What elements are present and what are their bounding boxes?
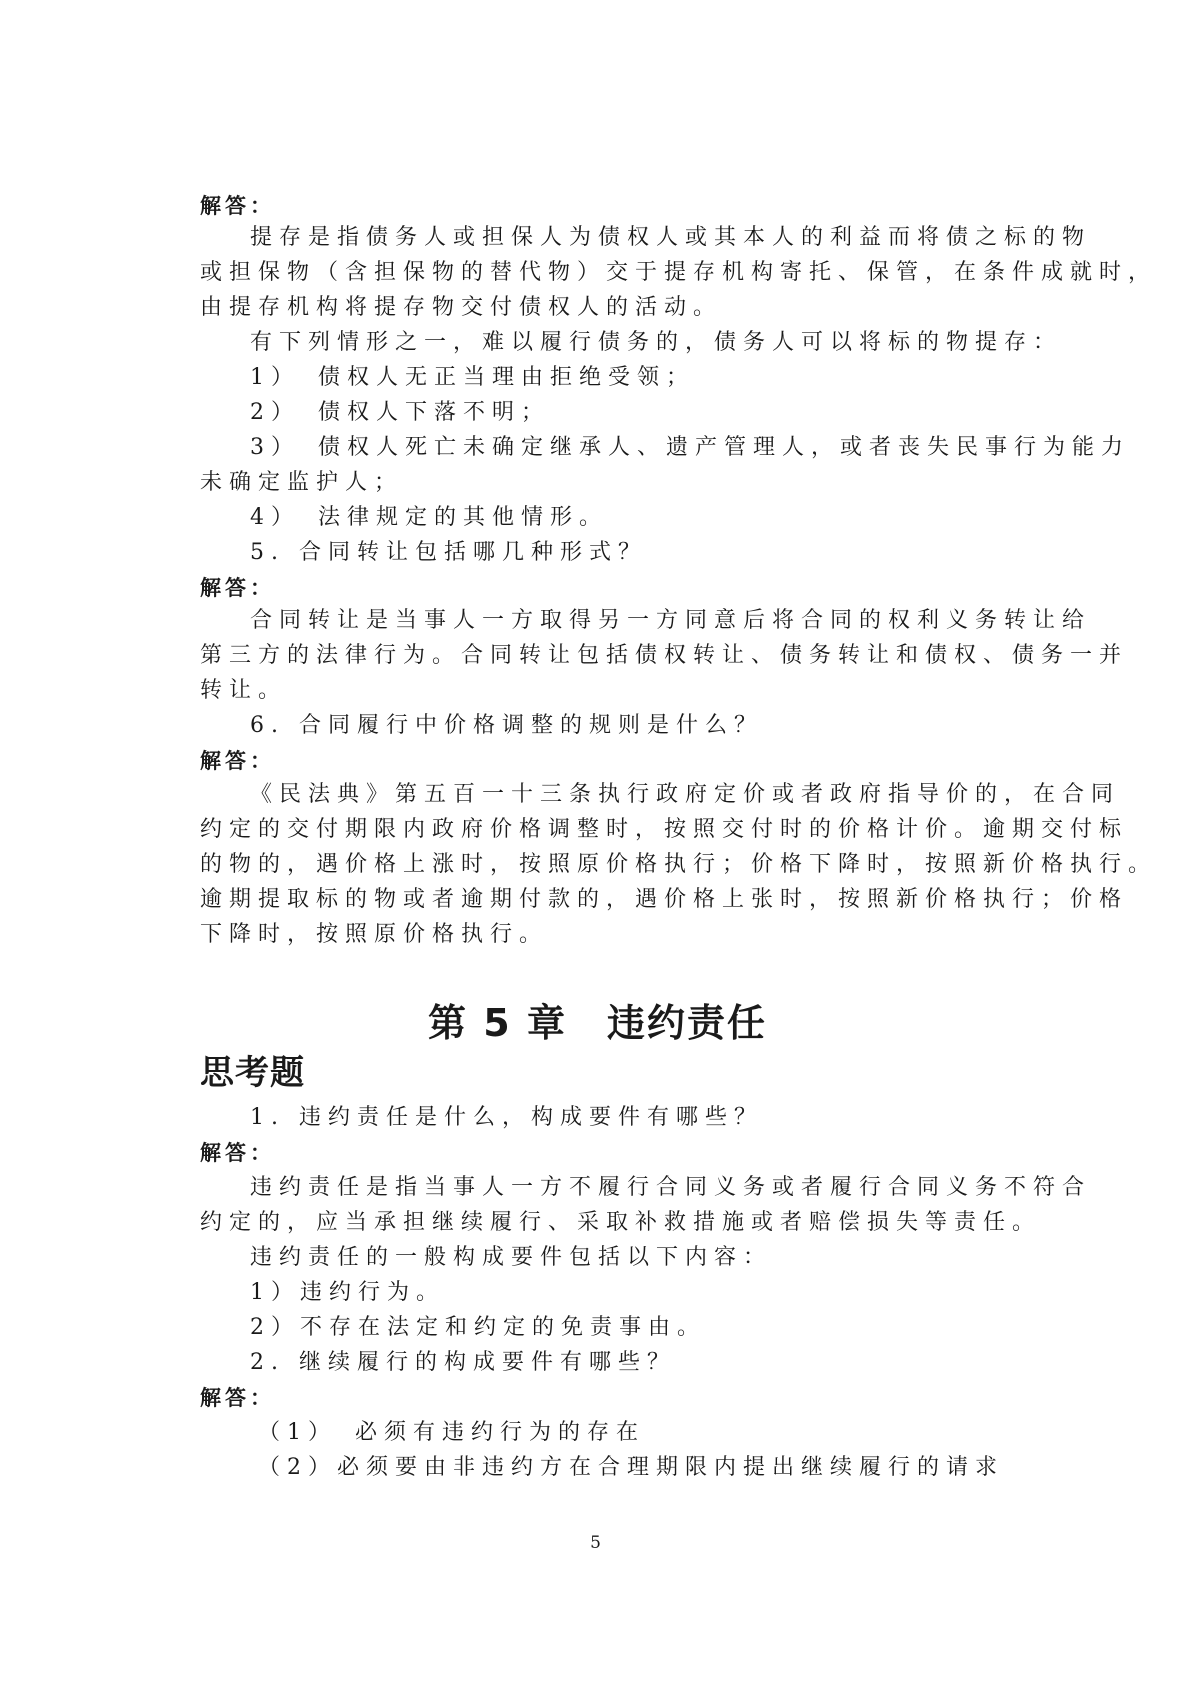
list-item: （1） 必须有违约行为的存在	[258, 1420, 645, 1445]
answer-label: 解答：	[200, 576, 275, 600]
page-number: 5	[590, 1533, 601, 1553]
document-page: 解答： 提存是指债务人或担保人为债权人或其本人的利益而将债之标的物 或担保物（含担保物的替代物）交于提存机构寄托、保管，在条件成就时， 由提存机构将提存物交付债权人的活动。 有下列情形之一，难以履行债务的，债务人可以将标的物提存： 1） 债权人无正当理由拒绝受领； 2） 债权人下落不明； 3） 债权人死亡未确定继承人、遗产管理人，或者丧失民事行为能力 未确定监护人； 4） 法律规定的其他情形。 5. 合同转让包括哪几种形式？ 解答： 合同转让是当事人一方取得另一方同意后将合同的权利义务转让给 第三方的法律行为。合同转让包括债权转让、债务转让和债权、债务一并 转让。 6. 合同履行中价格调整的规则是什么？ 解答： 《民法典》第五百一十三条执行政府定价或者政府指导价的，在合同 约定的交付期限内政府价格调整时，按照交付时的价格计价。逾期交付标 的物的，遇价格上涨时，按照原价格执行；价格下降时，按照新价格执行。 逾期提取标的物或者逾期付款的，遇价格上张时，按照新价格执行；价格 下降时，按照原价格执行。 第 5 章 违约责任 思考题 1. 违约责任是什么，构成要件有哪些？ 解答： 违约责任是指当事人一方不履行合同义务或者履行合同义务不符合 约定的，应当承担继续履行、采取补救措施或者赔偿损失等责任。 违约责任的一般构成要件包括以下内容： 1）违约行为。 2）不存在法定和约定的免责事由。 2. 继续履行的构成要件有哪些？ 解答： （1） 必须有违约行为的存在 （2）必须要由非违约方在合理期限内提出继续履行的请求 5	[0, 0, 1191, 1684]
paragraph-breach-elements: 违约责任的一般构成要件包括以下内容：	[250, 1245, 773, 1270]
list-item: 1）违约行为。	[250, 1280, 445, 1305]
answer-label: 解答：	[200, 1386, 275, 1410]
answer-label: 解答：	[200, 749, 275, 773]
list-item: 2）不存在法定和约定的免责事由。	[250, 1315, 706, 1340]
paragraph-deposit-conditions: 有下列情形之一，难以履行债务的，债务人可以将标的物提存：	[250, 330, 1063, 355]
question-5: 5. 合同转让包括哪几种形式？	[250, 540, 647, 565]
list-item: （2）必须要由非违约方在合理期限内提出继续履行的请求	[258, 1455, 1004, 1480]
list-item: 2） 债权人下落不明；	[250, 400, 550, 425]
answer-label: 解答：	[200, 194, 275, 218]
list-item: 4） 法律规定的其他情形。	[250, 505, 608, 530]
answer-label: 解答：	[200, 1141, 275, 1165]
question-6: 6. 合同履行中价格调整的规则是什么？	[250, 713, 763, 738]
chapter-title: 第 5 章 违约责任	[428, 1001, 767, 1045]
section-title: 思考题	[200, 1053, 305, 1093]
question-1: 1. 违约责任是什么，构成要件有哪些？	[250, 1105, 763, 1130]
list-item: 1） 债权人无正当理由拒绝受领；	[250, 365, 695, 390]
question-2: 2. 继续履行的构成要件有哪些？	[250, 1350, 676, 1375]
